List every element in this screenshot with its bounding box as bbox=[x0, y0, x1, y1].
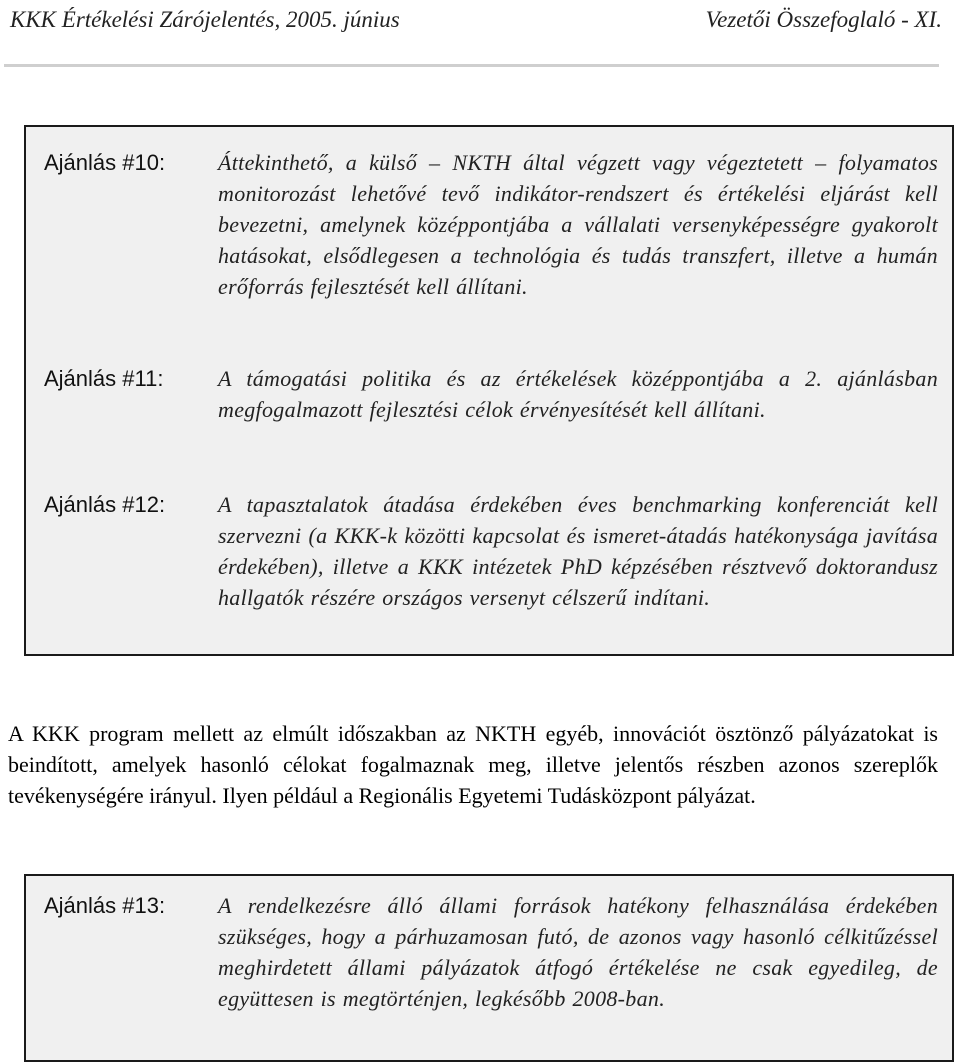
page-header bbox=[0, 0, 960, 70]
report-title: KKK Értékelési Zárójelentés, 2005. június bbox=[10, 7, 400, 32]
section-title: Vezetői Összefoglaló - XI. bbox=[705, 7, 942, 32]
recommendation-text: A támogatási politika és az értékelések középpontjába a 2. ajánlásban megfogalmazott fejlesztési célok érvényesítését kell állítani. bbox=[218, 366, 938, 422]
recommendation-text: Áttekinthető, a külső – NKTH által végzett vagy végeztetett – folyamatos monitorozást lehetővé tevő indikátor-rendszert és értékelési eljárást kell bevezetni, amelynek középpontjába a vállalati versenyképességre gyakorolt hatásokat, elsődlegesen a technológia és tudás transzfert, illetve a humán erőforrás fejlesztését kell állítani. bbox=[218, 150, 938, 299]
recommendation-label: Ajánlás #10: bbox=[44, 150, 166, 175]
header-divider bbox=[4, 64, 939, 67]
recommendation-label: Ajánlás #13: bbox=[44, 893, 166, 918]
recommendations-box-1 bbox=[24, 125, 954, 656]
recommendation-label: Ajánlás #12: bbox=[44, 492, 166, 517]
recommendation-label: Ajánlás #11: bbox=[44, 366, 164, 391]
body-paragraph: A KKK program mellett az elmúlt időszakban az NKTH egyéb, innovációt ösztönző pályázatokat is beindított, amelyek hasonló célokat fogalmaznak meg, illetve jelentős részben azonos szereplők tevékenységére irányul. Ilyen például a Regionális Egyetemi Tudásközpont pályázat. bbox=[8, 721, 938, 808]
recommendation-text: A rendelkezésre álló állami források hatékony felhasználása érdekében szükséges, hogy a párhuzamosan futó, de azonos vagy hasonló célkitűzéssel meghirdetett állami pályázatok átfogó értékelése ne csak egyedileg, de együttesen is megtörténjen, legkésőbb 2008-ban. bbox=[218, 893, 938, 1011]
recommendation-text: A tapasztalatok átadása érdekében éves benchmarking konferenciát kell szervezni (a KKK-k közötti kapcsolat és ismeret-átadás hatékonysága javítása érdekében), illetve a KKK intézetek PhD képzésében résztvevő doktorandusz hallgatók részére országos versenyt célszerű indítani. bbox=[218, 492, 938, 610]
recommendations-box-2 bbox=[24, 874, 954, 1062]
